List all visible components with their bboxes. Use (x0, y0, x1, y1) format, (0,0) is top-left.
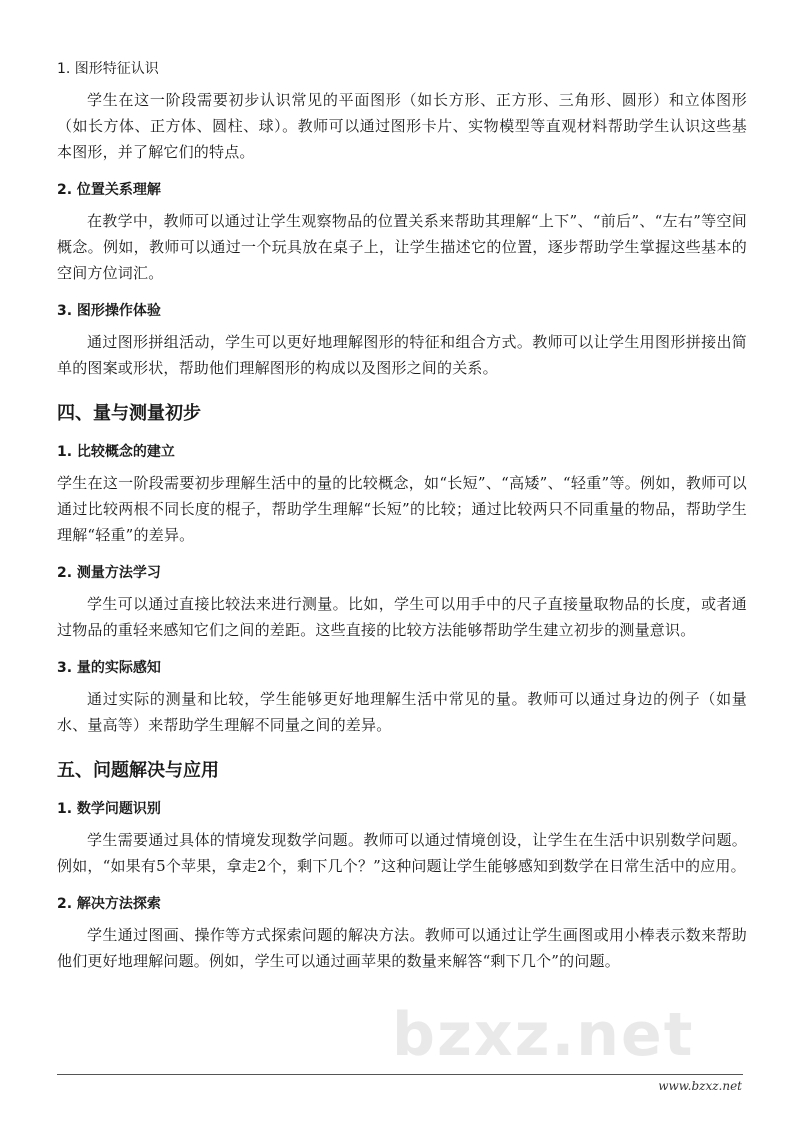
section-paragraph: 学生需要通过具体的情境发现数学问题。教师可以通过情境创设，让学生在生活中识别数学问题。例如，“如果有5个苹果，拿走2个，剩下几个？”这种问题让学生能够感知到数学在日常生活中的应用。 (57, 831, 747, 875)
section-heading: 2. 测量方法学习 (57, 565, 161, 581)
section-paragraph: 通过实际的测量和比较，学生能够更好地理解生活中常见的量。教师可以通过身边的例子（如量水、量高等）来帮助学生理解不同量之间的差异。 (57, 690, 747, 734)
watermark: bzxz.net (392, 1000, 695, 1070)
section-heading: 1. 比较概念的建立 (57, 444, 175, 460)
chapter-title: 五、问题解决与应用 (57, 760, 219, 781)
document-body (57, 58, 747, 988)
section-paragraph: 学生通过图画、操作等方式探索问题的解决方法。教师可以通过让学生画图或用小棒表示数来帮助他们更好地理解问题。例如，学生可以通过画苹果的数量来解答“剩下几个”的问题。 (57, 926, 747, 970)
section-paragraph: 学生在这一阶段需要初步认识常见的平面图形（如长方形、正方形、三角形、圆形）和立体图形（如长方体、正方体、圆柱、球）。教师可以通过图形卡片、实物模型等直观材料帮助学生认识这些基本图形，并了解它们的特点。 (57, 91, 747, 161)
section-heading: 3. 量的实际感知 (57, 660, 161, 676)
section-heading: 2. 解决方法探索 (57, 896, 161, 912)
section-heading: 3. 图形操作体验 (57, 303, 161, 319)
section-paragraph: 在教学中，教师可以通过让学生观察物品的位置关系来帮助其理解“上下”、“前后”、“左右”等空间概念。例如，教师可以通过一个玩具放在桌子上，让学生描述它的位置，逐步帮助学生掌握这些基本的空间方位词汇。 (57, 212, 747, 282)
section-heading: 1. 数学问题识别 (57, 801, 161, 817)
section-heading: 2. 位置关系理解 (57, 182, 161, 198)
footer-divider (57, 1074, 743, 1075)
section-paragraph: 学生可以通过直接比较法来进行测量。比如，学生可以用手中的尺子直接量取物品的长度，或者通过物品的重轻来感知它们之间的差距。这些直接的比较方法能够帮助学生建立初步的测量意识。 (57, 595, 747, 639)
footer-url: www.bzxz.net (658, 1079, 742, 1093)
section-heading: 1. 图形特征认识 (57, 61, 159, 77)
chapter-title: 四、量与测量初步 (57, 403, 201, 424)
section-paragraph: 学生在这一阶段需要初步理解生活中的量的比较概念，如“长短”、“高矮”、“轻重”等。例如，教师可以通过比较两根不同长度的棍子，帮助学生理解“长短”的比较；通过比较两只不同重量的物品，帮助学生理解“轻重”的差异。 (57, 474, 747, 544)
section-paragraph: 通过图形拼组活动，学生可以更好地理解图形的特征和组合方式。教师可以让学生用图形拼接出简单的图案或形状，帮助他们理解图形的构成以及图形之间的关系。 (57, 333, 747, 377)
